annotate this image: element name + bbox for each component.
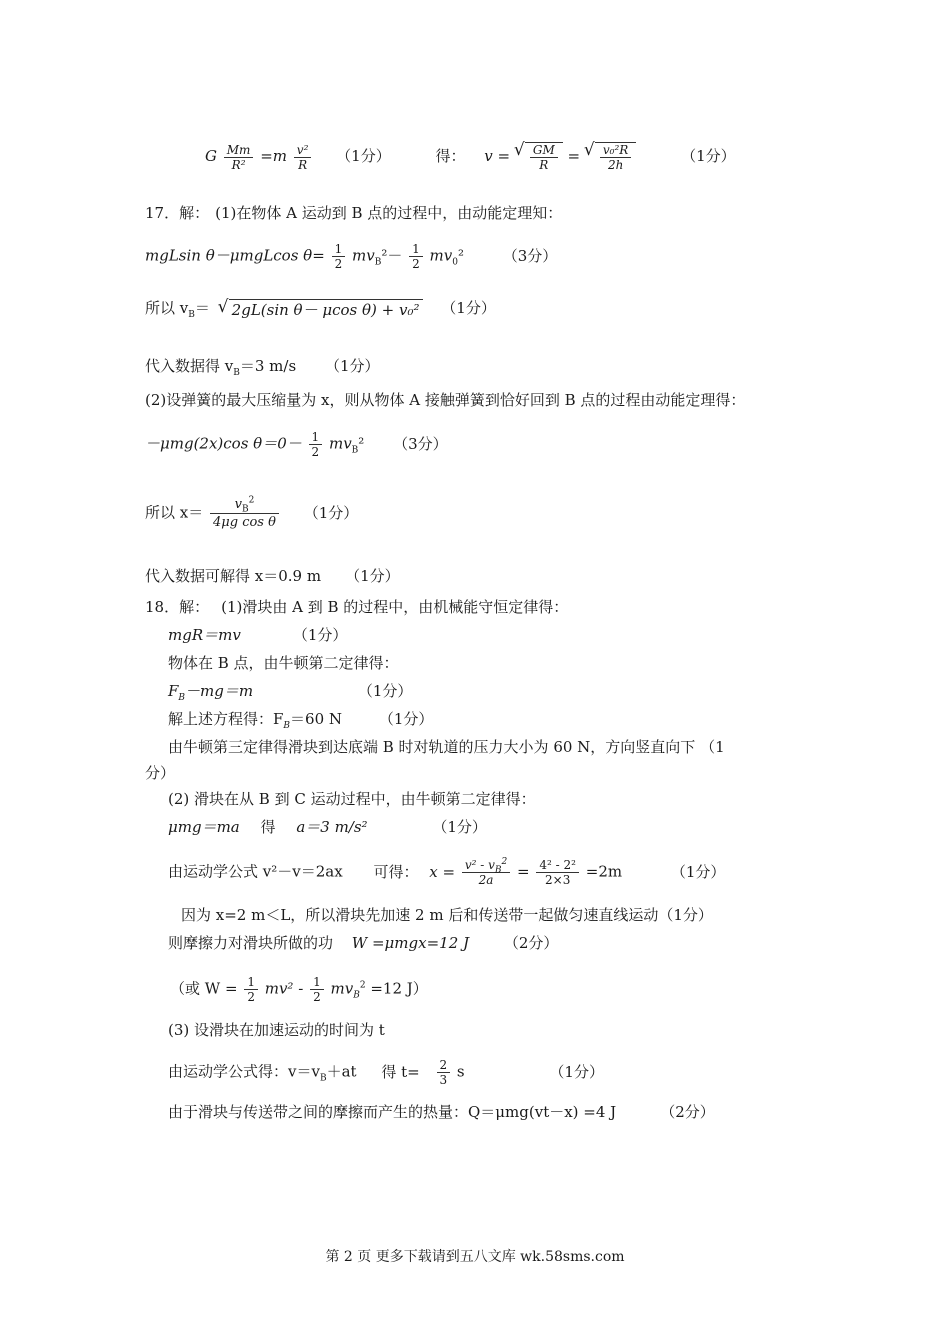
q18-time-equation: 由运动学公式得：$v=v_B+at$ 得 t= $\frac{2}{3}$ s （1分） [168, 1058, 604, 1087]
q18-heat-equation: 由于滑块与传送带之间的摩擦而产生的热量：Q＝μmg(vt－x) =4 J （2分） [168, 1103, 715, 1121]
q18-acceleration: μmg＝ma 得 a＝3 m/s² （1分） [168, 818, 487, 836]
q18-newton-intro: 物体在 B 点，由牛顿第二定律得： [168, 654, 399, 672]
q18-friction-work: 则摩擦力对滑块所做的功 W =μmgx=12 J （2分） [168, 934, 559, 952]
q17-x-value: 代入数据可解得 x＝0.9 m （1分） [145, 567, 400, 585]
q17-heading: 17．解： (1)在物体 A 运动到 B 点的过程中，由动能定理知： [145, 204, 563, 222]
q17-vb-expression: 所以 $v_B=$ √ 2gL(sin θ－ μcos θ) + v₀² （1分） [145, 298, 496, 320]
q18-part3-intro: (3) 设滑块在加速运动的时间为 t [168, 1021, 385, 1039]
q17-vb-value: 代入数据得 $v_B=3$ m/s （1分） [145, 357, 380, 378]
q18-newton-equation: $F_B-mg=m$ （1分） [168, 682, 413, 703]
q18-part2-intro: (2) 滑块在从 B 到 C 运动过程中，由牛顿第二定律得： [168, 790, 536, 808]
q18-distance-equation: 由运动学公式 v²－v＝2ax 可得： x = $\frac{v^2 - v_B^2}{2a}$ = $\frac{\text{4² - 2²}}{2\times 3}$ =2m （1分） [168, 857, 726, 887]
q17-x-expression: 所以 x＝ $\frac{v_B^2}{\text{4μg cos θ}}$ （1分） [145, 495, 359, 530]
q18-fb-result: 解上述方程得：$F_B=60$ N （1分） [168, 710, 434, 731]
q17-equation-energy: mgLsin θ－μmgLcos θ= $\frac{1}{2}$ $mv_B^2-$ $\frac{1}{2}$ $mv_0^2$ （3分） [145, 242, 558, 271]
q18-third-law-line1: 由牛顿第三定律得滑块到达底端 B 时对轨道的压力大小为 60 N，方向竖直向下 （1 [168, 738, 725, 756]
q18-alt-work: （或 W = $\frac{1}{2}$ mv² - $\frac{1}{2}$ $mv_B^2 =12$ J） [170, 975, 428, 1004]
q18-heading: 18．解： (1)滑块由 A 到 B 的过程中，由机械能守恒定律得： [145, 598, 569, 616]
q18-motion-analysis: 因为 x=2 m＜L，所以滑块先加速 2 m 后和传送带一起做匀速直线运动（1分） [181, 906, 713, 924]
q17-part2: (2)设弹簧的最大压缩量为 x，则从物体 A 接触弹簧到恰好回到 B 点的过程由动能定理得： [145, 391, 746, 409]
formula-gravity-line: G $\frac{Mm}{\text{R²}}$ =m $\frac{\text{v²}}{R}$ （1分） 得： v = √ $\frac{GM}{R}$ = √ $\frac{\text{v₀²R}}{2h}$ （1分） [205, 142, 736, 172]
q18-third-law-line2: 分） [145, 764, 176, 782]
q17-equation-spring: －μmg(2x)cos θ＝0－ $\frac{1}{2}$ $mv_B^2$ （3分） [145, 430, 448, 459]
q18-energy-equation: mgR＝mv （1分） [168, 626, 348, 644]
page-footer: 第 2 页 更多下载请到五八文库 wk.58sms.com [325, 1249, 625, 1265]
